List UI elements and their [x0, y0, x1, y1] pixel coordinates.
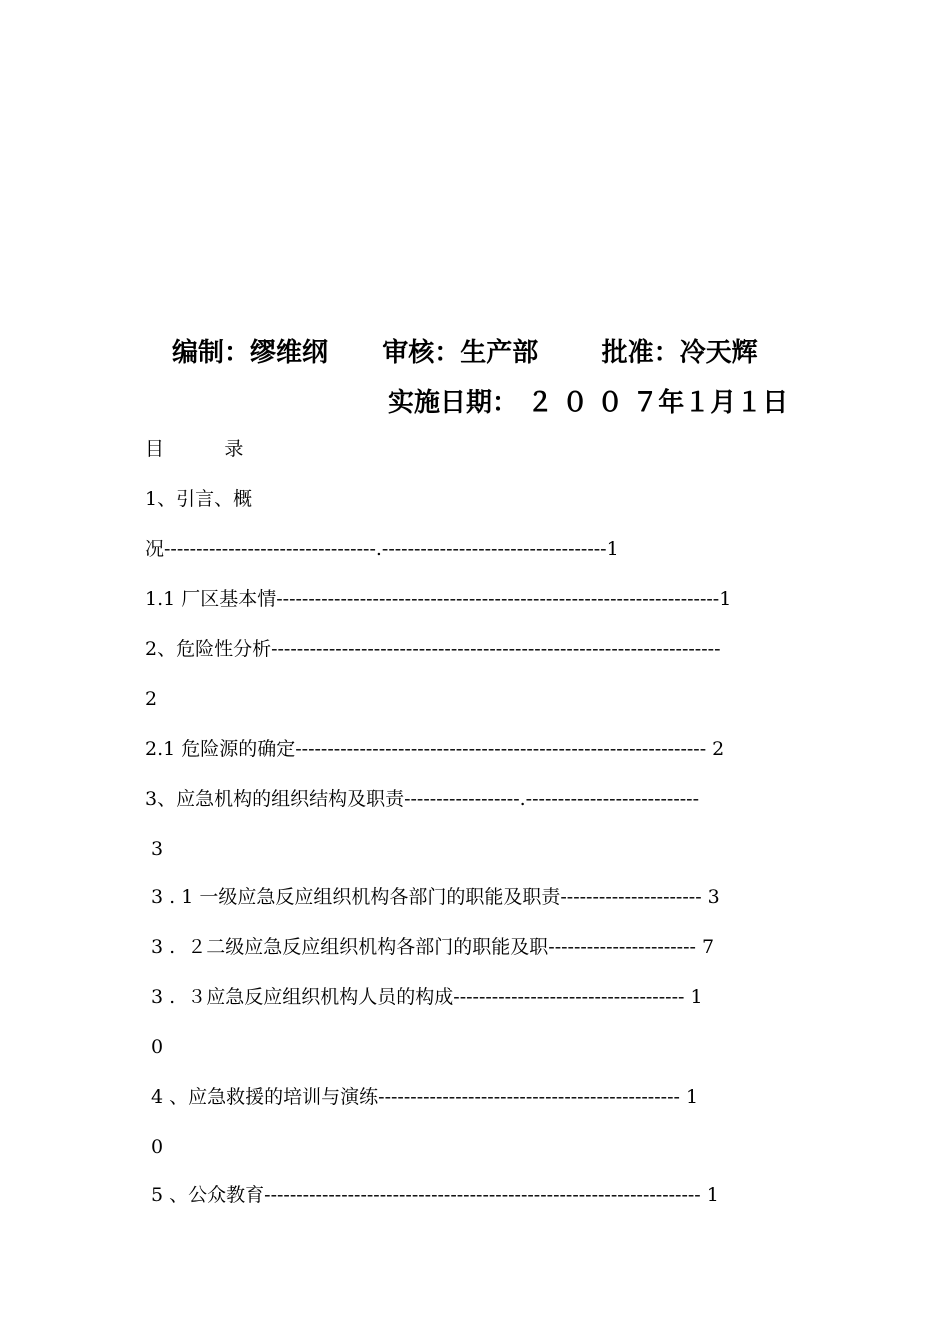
toc-entry-3-1[interactable]: 3 . 1 一级应急反应组织机构各部门的职能及职责---------------------- 3: [145, 886, 720, 908]
toc-entry-2-page: 2: [145, 688, 158, 710]
toc-entry-3-3[interactable]: 3 . ３应急反应组织机构人员的构成------------------------------------ 1: [145, 986, 703, 1008]
toc-entry-3-page: 3: [145, 838, 164, 860]
toc-entry-4-page: 0: [145, 1136, 164, 1158]
toc-entry-2-1[interactable]: 2.1 危险源的确定---------------------------------------------------------------- 2: [145, 738, 725, 760]
toc-entry-1-a[interactable]: 1、引言、概: [145, 488, 253, 510]
toc-entry-4[interactable]: 4 、应急救援的培训与演练----------------------------------------------- 1: [145, 1086, 699, 1108]
toc-entry-5[interactable]: 5 、公众教育-------------------------------------------------------------------- 1: [145, 1184, 719, 1206]
effective-date-line: 实施日期： ２ ０ ０ ７年１月１日: [388, 388, 789, 418]
toc-title: 目 录: [145, 438, 244, 460]
toc-entry-3[interactable]: 3、应急机构的组织结构及职责------------------.---------------------------: [145, 788, 700, 810]
toc-entry-1-b[interactable]: 况---------------------------------.-----------------------------------1: [145, 538, 619, 560]
toc-entry-1-1[interactable]: 1.1 厂区基本情---------------------------------------------------------------------1: [145, 588, 732, 610]
toc-entry-3-2[interactable]: 3 . ２二级应急反应组织机构各部门的职能及职----------------------- 7: [145, 936, 715, 958]
toc-entry-2[interactable]: 2、危险性分析----------------------------------------------------------------------: [145, 638, 721, 660]
approval-line: 编制：缪维纲 审核：生产部 批准：冷天辉: [172, 338, 758, 368]
toc-entry-3-3-page: 0: [145, 1036, 164, 1058]
